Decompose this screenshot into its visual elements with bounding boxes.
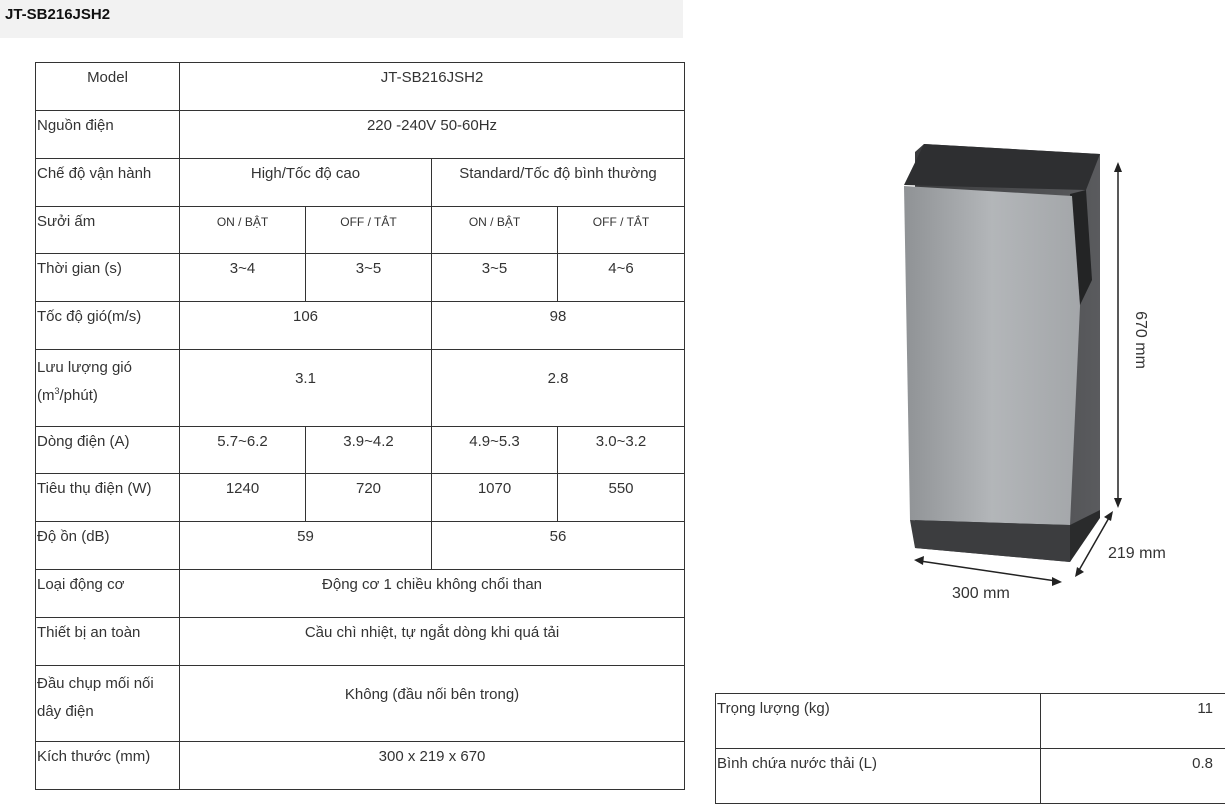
heater-value: OFF / TẮT <box>306 207 432 254</box>
safety-value: Cầu chì nhiệt, tự ngắt dòng khi quá tải <box>180 618 685 666</box>
flow-label-post: /phút) <box>60 387 98 404</box>
table-row <box>36 302 685 350</box>
heater-value: OFF / TẮT <box>558 207 685 254</box>
connector-label-line1: Đầu chụp mối nối <box>37 675 154 692</box>
consumption-value: 550 <box>558 474 685 522</box>
height-label: 670 mm <box>1132 311 1149 369</box>
table-row <box>36 207 685 254</box>
power-label: Nguồn điện <box>36 111 180 159</box>
noise-high: 59 <box>180 522 432 570</box>
tank-label: Bình chứa nước thải (L) <box>716 749 1041 804</box>
table-row <box>716 749 1225 804</box>
dryer-top <box>904 144 1100 190</box>
time-value: 3~5 <box>306 254 432 302</box>
model-label: Model <box>36 63 180 111</box>
mode-standard: Standard/Tốc độ bình thường <box>432 159 685 207</box>
connector-label-line2: dây điện <box>37 703 94 720</box>
table-row <box>36 63 685 111</box>
consumption-value: 1070 <box>432 474 558 522</box>
height-arrow-top <box>1114 162 1122 172</box>
consumption-label: Tiêu thụ điện (W) <box>36 474 180 522</box>
current-value: 5.7~6.2 <box>180 427 306 474</box>
width-arrow-left <box>914 556 924 565</box>
consumption-value: 720 <box>306 474 432 522</box>
width-dimension-line <box>920 561 1056 581</box>
width-arrow-right <box>1052 577 1062 586</box>
current-value: 3.9~4.2 <box>306 427 432 474</box>
time-value: 3~4 <box>180 254 306 302</box>
speed-label: Tốc độ gió(m/s) <box>36 302 180 350</box>
flow-label-pre: (m <box>37 387 55 404</box>
flow-label <box>36 350 180 427</box>
speed-standard: 98 <box>432 302 685 350</box>
heater-value: ON / BẬT <box>180 207 306 254</box>
heater-label: Sưởi ấm <box>36 207 180 254</box>
noise-label: Độ ồn (dB) <box>36 522 180 570</box>
depth-arrow-top <box>1104 511 1113 521</box>
current-value: 4.9~5.3 <box>432 427 558 474</box>
size-label: Kích thước (mm) <box>36 742 180 790</box>
table-row <box>36 474 685 522</box>
weight-label: Trọng lượng (kg) <box>716 694 1041 749</box>
time-value: 3~5 <box>432 254 558 302</box>
flow-high: 3.1 <box>180 350 432 427</box>
table-row <box>716 694 1225 749</box>
width-label: 300 mm <box>952 585 1010 602</box>
table-row <box>36 666 685 742</box>
motor-value: Động cơ 1 chiều không chổi than <box>180 570 685 618</box>
heater-value: ON / BẬT <box>432 207 558 254</box>
time-label: Thời gian (s) <box>36 254 180 302</box>
current-value: 3.0~3.2 <box>558 427 685 474</box>
tank-value: 0.8 <box>1041 749 1225 804</box>
size-value: 300 x 219 x 670 <box>180 742 685 790</box>
speed-high: 106 <box>180 302 432 350</box>
table-row <box>36 159 685 207</box>
connector-label <box>36 666 180 742</box>
dryer-base <box>910 520 1070 562</box>
mode-label: Chế độ vận hành <box>36 159 180 207</box>
depth-label: 219 mm <box>1108 545 1166 562</box>
table-row <box>36 427 685 474</box>
table-row <box>36 350 685 427</box>
height-arrow-bottom <box>1114 498 1122 508</box>
motor-label: Loại động cơ <box>36 570 180 618</box>
product-image <box>880 130 1225 610</box>
mode-high: High/Tốc độ cao <box>180 159 432 207</box>
table-row <box>36 111 685 159</box>
table-row <box>36 522 685 570</box>
model-value: JT-SB216JSH2 <box>180 63 685 111</box>
page-header <box>0 0 683 38</box>
table-row <box>36 254 685 302</box>
current-label: Dòng điện (A) <box>36 427 180 474</box>
hand-dryer-illustration <box>880 130 1225 610</box>
weight-value: 11 <box>1041 694 1225 749</box>
flow-label-sup: 3 <box>55 386 60 396</box>
page-title: JT-SB216JSH2 <box>5 6 110 23</box>
consumption-value: 1240 <box>180 474 306 522</box>
table-row <box>36 618 685 666</box>
flow-standard: 2.8 <box>432 350 685 427</box>
noise-standard: 56 <box>432 522 685 570</box>
spec-table <box>35 62 685 790</box>
table-row <box>36 742 685 790</box>
dryer-front-panel <box>904 186 1080 525</box>
power-value: 220 -240V 50-60Hz <box>180 111 685 159</box>
weight-table <box>715 693 1225 804</box>
connector-value: Không (đầu nối bên trong) <box>180 666 685 742</box>
flow-label-line1: Lưu lượng gió <box>37 359 132 376</box>
safety-label: Thiết bị an toàn <box>36 618 180 666</box>
table-row <box>36 570 685 618</box>
time-value: 4~6 <box>558 254 685 302</box>
